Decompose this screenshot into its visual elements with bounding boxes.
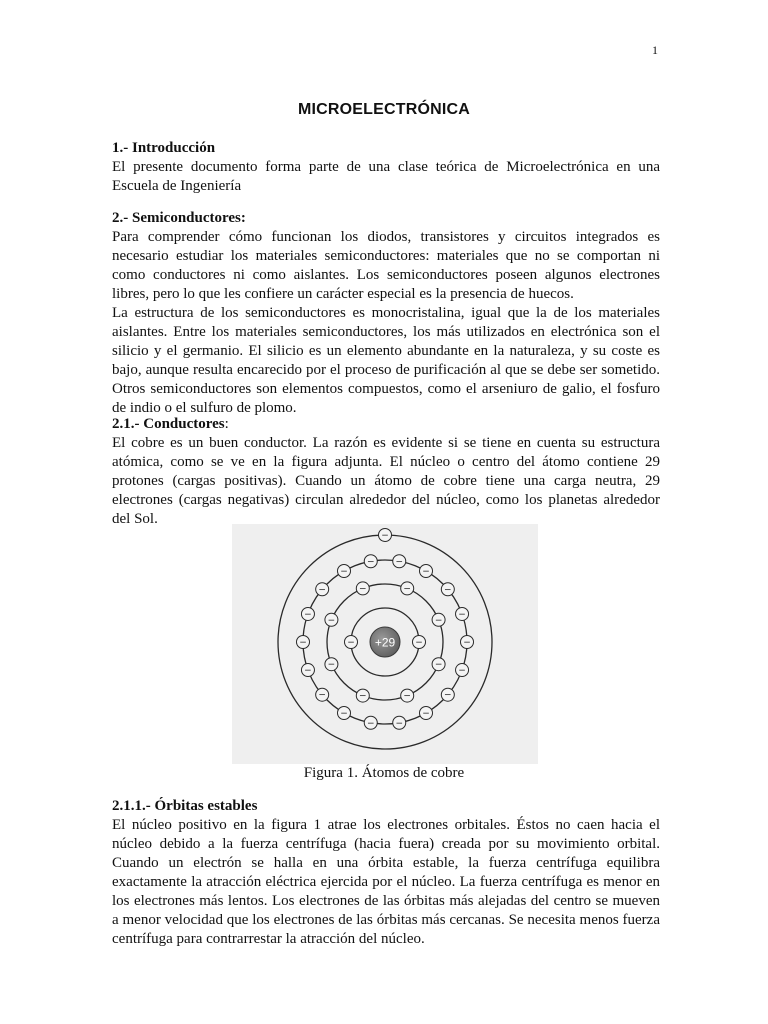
electron-sign: − — [444, 690, 452, 701]
page-title: MICROELECTRÓNICA — [297, 101, 471, 118]
electron-sign: − — [366, 557, 375, 568]
electron-sign: − — [304, 609, 312, 620]
electron-sign: − — [381, 531, 389, 541]
electron-sign: − — [415, 638, 423, 648]
figure-caption: Figura 1. Átomos de cobre — [303, 765, 465, 781]
paragraph-semiconductores-1: Para comprender cómo funcionan los diodos, transistores y circuitos integrados es necesario estudiar los materiales semiconductores: materiales que no se comportan ni como conductores ni como aislantes. Los semiconductores poseen algunos electrones libres, pero lo que les confiere un carácter especial es la presencia de huecos. — [112, 229, 660, 302]
electron-sign: − — [422, 566, 430, 577]
electron-sign: − — [403, 584, 411, 595]
electron-sign: − — [318, 585, 326, 596]
electron-sign: − — [304, 666, 312, 677]
section-heading-conductores-colon: : — [224, 416, 229, 432]
electron-sign: − — [395, 557, 404, 568]
electron-sign: − — [327, 615, 336, 626]
section-heading-introduccion: 1.- Introducción — [112, 140, 216, 156]
section-semiconductores — [112, 209, 660, 418]
copper-atom-figure — [232, 524, 538, 764]
electron-sign: − — [444, 585, 452, 596]
section-conductores — [112, 415, 660, 529]
paragraph-orbitas: El núcleo positivo en la figura 1 atrae los electrones orbitales. Éstos no caen hacia el núcleo debido a la fuerza centrífuga (hacia fuera) creada por su movimiento orbital. Cuando un electrón se halla en una órbita estable, la fuerza centrífuga equilibra exactamente la atracción eléctrica ejercida por el núcleo. La fuerza centrífuga es menor en los electrones más lentos. Los electrones de las órbitas más alejadas del centro se mueven a menor velocidad que los electrones de las órbitas más cercanas. Se necesita menos fuerza centrífuga para contrarrestar la atracción del núcleo. — [112, 817, 660, 947]
electron-sign: − — [434, 615, 443, 626]
electron-sign: − — [463, 638, 471, 648]
electron-sign: − — [434, 660, 443, 671]
section-introduccion — [112, 139, 660, 196]
section-orbitas — [112, 797, 660, 949]
electron-sign: − — [359, 691, 367, 702]
electron-sign: − — [422, 709, 430, 720]
electron-sign: − — [359, 584, 367, 595]
section-heading-orbitas: 2.1.1.- Órbitas estables — [112, 798, 258, 814]
electron-sign: − — [347, 638, 355, 648]
electron-sign: − — [327, 660, 336, 671]
electron-sign: − — [318, 690, 326, 701]
paragraph-introduccion: El presente documento forma parte de una clase teórica de Microelectrónica en una Escuela de Ingeniería — [112, 159, 660, 194]
paragraph-conductores: El cobre es un buen conductor. La razón es evidente si se tiene en cuenta su estructura atómica, como se ve en la figura adjunta. El núcleo o centro del átomo contiene 29 protones (cargas positivas). Cuando un átomo de cobre tiene una carga neutra, 29 electrones (cargas negativas) circulan alrededor del núcleo, como los planetas alrededor del Sol. — [112, 435, 660, 527]
electron-sign: − — [403, 691, 411, 702]
page-number: 1 — [652, 43, 658, 57]
electron-sign: − — [395, 718, 404, 729]
electron-sign: − — [458, 609, 466, 620]
electron-sign: − — [340, 566, 348, 577]
paragraph-semiconductores-2: La estructura de los semiconductores es monocristalina, igual que la de los materiales aislantes. Entre los materiales semiconductores, los más utilizados en electrónica son el silicio y el germanio. El silicio es un elemento abundante en la naturaleza, y su coste es bajo, aunque resulta encarecido por el proceso de purificación al que se debe ser sometido. Otros semiconductores son elementos compuestos, como el arseniuro de galio, el fosfuro de indio o el sulfuro de plomo. — [112, 305, 660, 416]
electron-sign: − — [340, 709, 348, 720]
section-heading-conductores: 2.1.- Conductores — [112, 416, 225, 432]
electron-sign: − — [366, 718, 375, 729]
electron-sign: − — [299, 638, 307, 648]
nucleus-label: +29 — [374, 635, 396, 650]
electron-sign: − — [458, 666, 466, 677]
section-heading-conductores-line — [112, 415, 660, 434]
copper-atom-diagram — [232, 524, 538, 764]
section-heading-semiconductores: 2.- Semiconductores: — [112, 210, 246, 226]
